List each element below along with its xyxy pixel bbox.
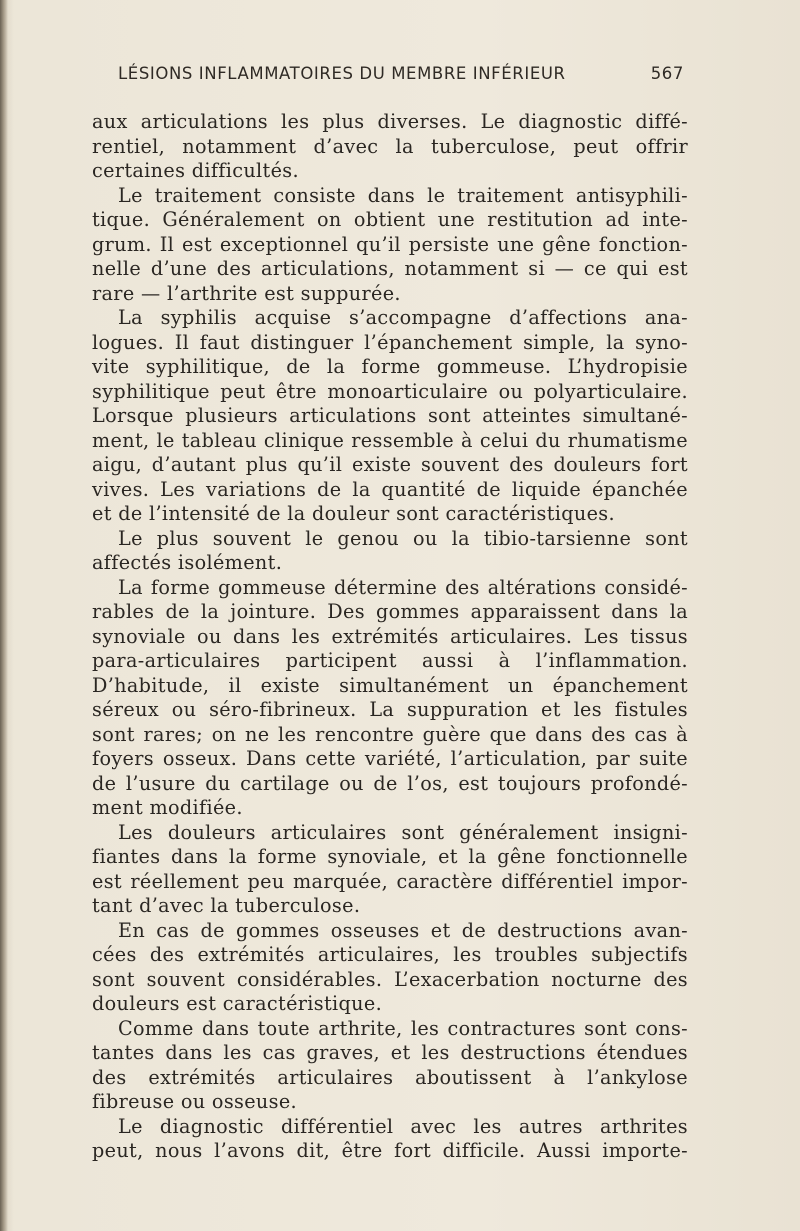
text-line: cées des extrémités articulaires, les troubles subjectifs [92, 943, 688, 966]
text-line: sont rares; on ne les rencontre guère que dans des cas à [92, 722, 688, 746]
text-line: de l’usure du cartilage ou de l’os, est toujours profondé- [92, 771, 688, 795]
text-line: des extrémités articulaires aboutissent à l’ankylose [92, 1065, 688, 1089]
text-line: douleurs est caractéristique. [92, 992, 383, 1015]
text-line: aigu, d’autant plus qu’il existe souvent des douleurs fort [92, 453, 688, 476]
text-line: rare — l’arthrite est suppurée. [92, 281, 401, 305]
text-line: synoviale ou dans les extrémités articulaires. Les tissus [92, 624, 688, 648]
text-line: peut, nous l’avons dit, être fort difficile. Aussi importe- [92, 1139, 688, 1162]
text-line: sont souvent considérables. L’exacerbation nocturne des [92, 967, 688, 991]
text-line: Le traitement consiste dans le traitement antisyphili- [118, 183, 688, 207]
running-head [118, 64, 684, 83]
text-line: certaines difficultés. [92, 159, 299, 182]
text-line: La forme gommeuse détermine des altérations considé- [118, 575, 688, 599]
text-line: et de l’intensité de la douleur sont caractéristiques. [92, 502, 615, 525]
text-line: est réellement peu marquée, caractère différentiel impor- [92, 869, 688, 893]
text-line: Comme dans toute arthrite, les contractures sont cons- [118, 1016, 688, 1040]
text-line: D’habitude, il existe simultanément un épanchement [92, 673, 688, 697]
text-line: syphilitique peut être monoarticulaire ou polyarticulaire. [92, 379, 688, 403]
text-line: fiantes dans la forme synoviale, et la gêne fonctionnelle [92, 845, 688, 868]
text-line: vives. Les variations de la quantité de liquide épanchée [92, 477, 688, 501]
text-line: fibreuse ou osseuse. [92, 1090, 297, 1113]
text-line: para-articulaires participent aussi à l’inflammation. [92, 649, 688, 672]
text-line: foyers osseux. Dans cette variété, l’articulation, par suite [92, 747, 688, 770]
text-line: Le diagnostic différentiel avec les autres arthrites [118, 1114, 688, 1138]
text-line: Lorsque plusieurs articulations sont atteintes simultané- [92, 404, 688, 427]
page-number: 567 [650, 64, 684, 83]
text-line: tant d’avec la tuberculose. [92, 894, 361, 917]
text-line: tantes dans les cas graves, et les destructions étendues [92, 1041, 688, 1064]
running-head-title: LÉSIONS INFLAMMATOIRES DU MEMBRE INFÉRIEUR [118, 64, 566, 83]
text-line: ment, le tableau clinique ressemble à celui du rhumatisme [92, 428, 688, 452]
text-line: rables de la jointure. Des gommes apparaissent dans la [92, 600, 688, 623]
text-line: vite syphilitique, de la forme gommeuse. L’hydropisie [92, 355, 688, 378]
text-line: grum. Il est exceptionnel qu’il persiste une gêne fonction- [92, 232, 688, 256]
text-line: La syphilis acquise s’accompagne d’affections ana- [118, 306, 688, 329]
text-line: rentiel, notamment d’avec la tuberculose, peut offrir [92, 134, 688, 158]
body-text [92, 110, 688, 1164]
text-line: séreux ou séro-fibrineux. La suppuration et les fistules [92, 698, 688, 721]
text-line: Le plus souvent le genou ou la tibio-tarsienne sont [118, 526, 688, 550]
text-line: ment modifiée. [92, 796, 243, 819]
text-line: affectés isolément. [92, 551, 283, 574]
text-line: En cas de gommes osseuses et de destructions avan- [118, 918, 688, 942]
text-line: nelle d’une des articulations, notamment si — ce qui est [92, 257, 688, 280]
text-line: Les douleurs articulaires sont généralement insigni- [118, 820, 688, 844]
text-line: logues. Il faut distinguer l’épanchement simple, la syno- [92, 330, 688, 354]
text-line: tique. Généralement on obtient une restitution ad inte- [92, 208, 688, 231]
book-spine-shadow [0, 0, 8, 1231]
text-line: aux articulations les plus diverses. Le diagnostic diffé- [92, 110, 688, 133]
